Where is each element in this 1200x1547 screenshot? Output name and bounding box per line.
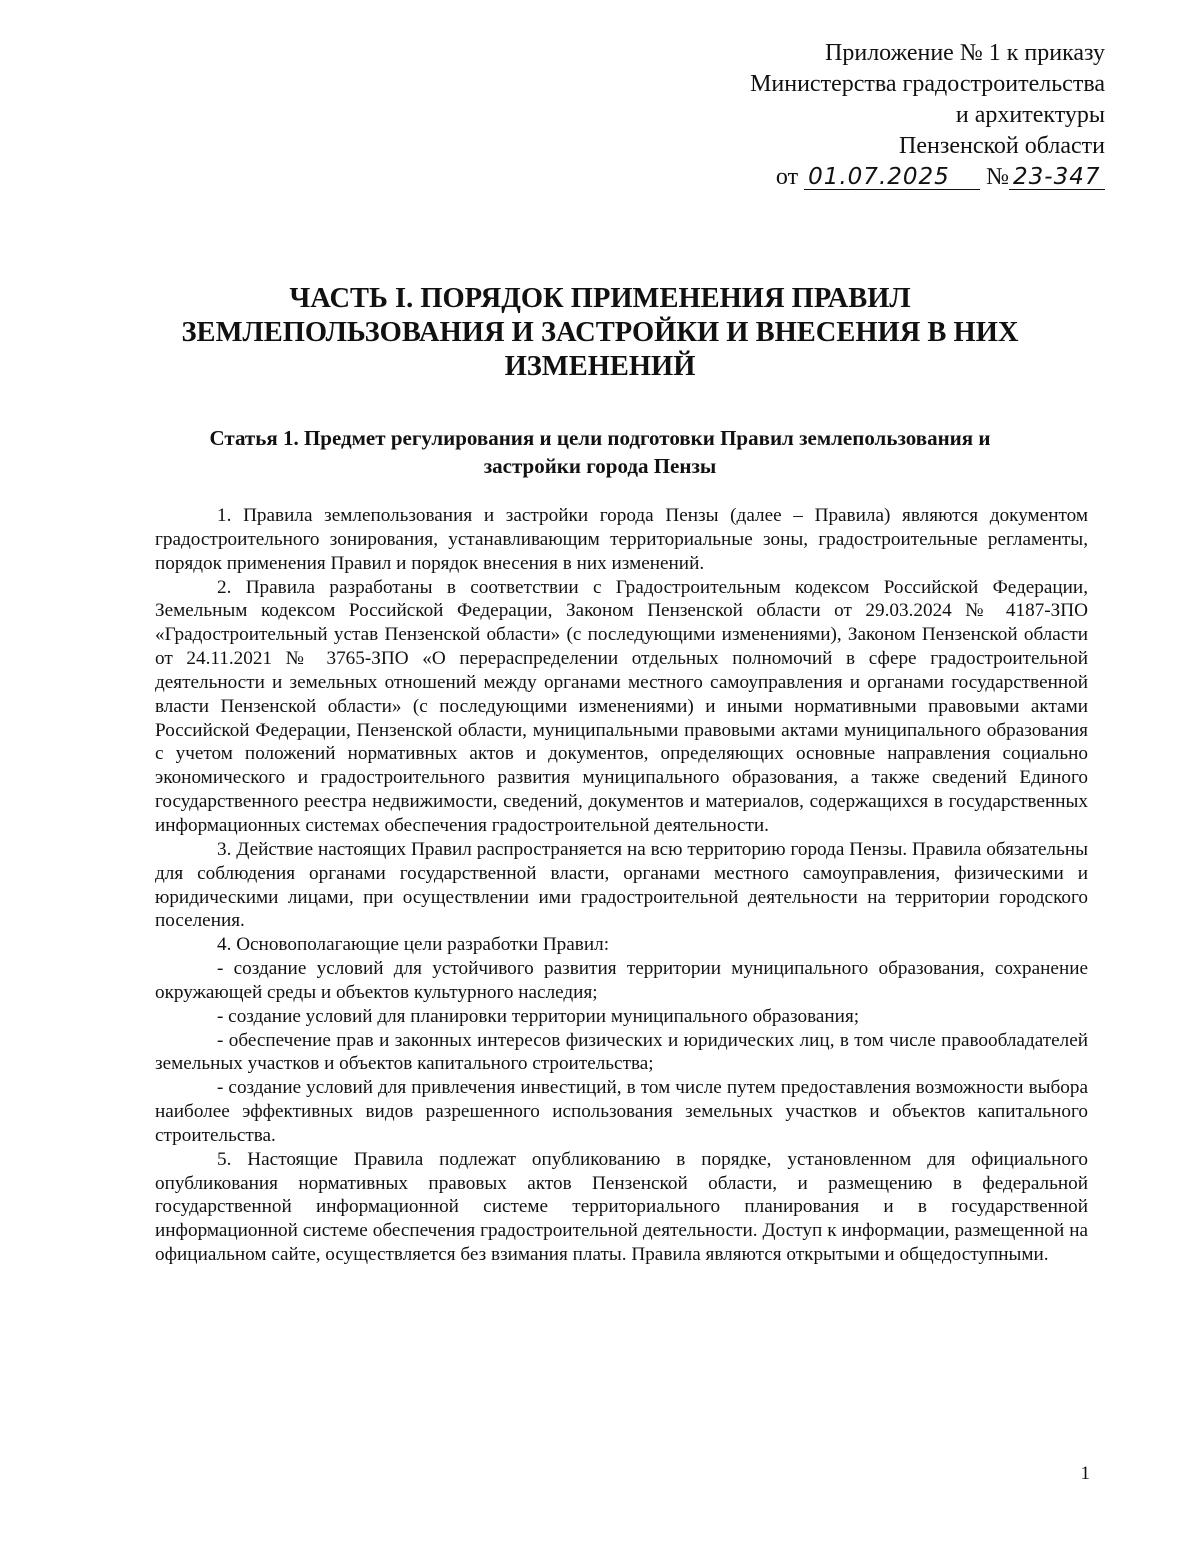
order-date-number-line — [645, 162, 1105, 193]
paragraph-1: 1. Правила землепользования и застройки города Пензы (далее – Правила) являются документом градостроительного зонирования, устанавливающим территориальные зоны, градостроительные регламенты, порядок применения Правил и порядок внесения в них изменений. — [155, 505, 1088, 574]
paragraph-5: 5. Настоящие Правила подлежат опубликованию в порядке, установленном для официального опубликования нормативных правовых актов Пензенской области, и размещению в федеральной государственной информационной системе территориального планирования и в государственной информационной системе обеспечения градостроительной деятельности. Доступ к информации, размещенной на официальном сайте, осуществляется без взимания платы. Правила являются открытыми и общедоступными. — [155, 1148, 1088, 1266]
article-title-line-2: застройки города Пензы — [483, 454, 717, 478]
approval-block — [645, 38, 1105, 193]
article-title-line-1: Статья 1. Предмет регулирования и цели подготовки Правил землепользования и — [209, 426, 991, 450]
part-title — [140, 282, 1060, 384]
order-number-label: № — [986, 164, 1009, 190]
approval-line-ministry: Министерства градостроительства — [750, 71, 1105, 97]
part-title-line-3: ИЗМЕНЕНИЙ — [504, 351, 696, 382]
list-item-goal-3: - обеспечение прав и законных интересов физических и юридических лиц, в том числе правообладателей земельных участков и объектов капитального строительства; — [155, 1029, 1088, 1075]
order-from-label: от — [775, 164, 799, 190]
page-number: 1 — [1080, 1463, 1090, 1484]
article-title — [150, 424, 1050, 480]
paragraph-2: 2. Правила разработаны в соответствии с Градостроительным кодексом Российской Федерации, Земельным кодексом Российской Федерации, Законом Пензенской области от 29.03.2024 № 4187-ЗПО «Градостроительный устав Пензенской области» (с последующими изменениями), Законом Пензенской области от 24.11.2021 № 3765-ЗПО «О перераспределении отдельных полномочий в сфере градостроительной деятельности и земельных отношений между органами местного самоуправления и органами государственной власти Пензенской области» (с последующими изменениями) и иными нормативными правовыми актами Российской Федерации, Пензенской области, муниципальными правовыми актами муниципального образования с учетом положений нормативных актов и документов, определяющих основные направления социально экономического и градостроительного развития муниципального образования, а также сведений Единого государственного реестра недвижимости, сведений, документов и материалов, содержащихся в государственных информационных системах обеспечения градостроительной деятельности. — [155, 576, 1088, 836]
article-body — [155, 504, 1088, 1267]
list-item-goal-1: - создание условий для устойчивого развития территории муниципального образования, сохранение окружающей среды и объектов культурного наследия; — [155, 958, 1088, 1003]
part-title-line-1: ЧАСТЬ I. ПОРЯДОК ПРИМЕНЕНИЯ ПРАВИЛ — [289, 283, 911, 314]
order-number-handwritten: 23-347 — [1009, 165, 1105, 190]
approval-line-architecture: и архитектуры — [955, 102, 1105, 128]
part-title-line-2: ЗЕМЛЕПОЛЬЗОВАНИЯ И ЗАСТРОЙКИ И ВНЕСЕНИЯ В НИХ — [181, 317, 1019, 348]
approval-line-appendix: Приложение № 1 к приказу — [825, 40, 1105, 66]
paragraph-3: 3. Действие настоящих Правил распространяется на всю территорию города Пензы. Правила обязательны для соблюдения органами государственной власти, органами местного самоуправления, физическими и юридическими лицами, при осуществлении ими градостроительной деятельности на территории городского поселения. — [155, 838, 1088, 932]
order-date-handwritten: 01.07.2025 — [804, 165, 980, 190]
paragraph-4: 4. Основополагающие цели разработки Правил: — [217, 934, 610, 956]
approval-line-region: Пензенской области — [899, 133, 1105, 159]
list-item-goal-2: - создание условий для планировки территории муниципального образования; — [217, 1005, 860, 1027]
list-item-goal-4: - создание условий для привлечения инвестиций, в том числе путем предоставления возможности выбора наиболее эффективных видов разрешенного использования земельных участков и объектов капитального строительства. — [155, 1077, 1088, 1146]
